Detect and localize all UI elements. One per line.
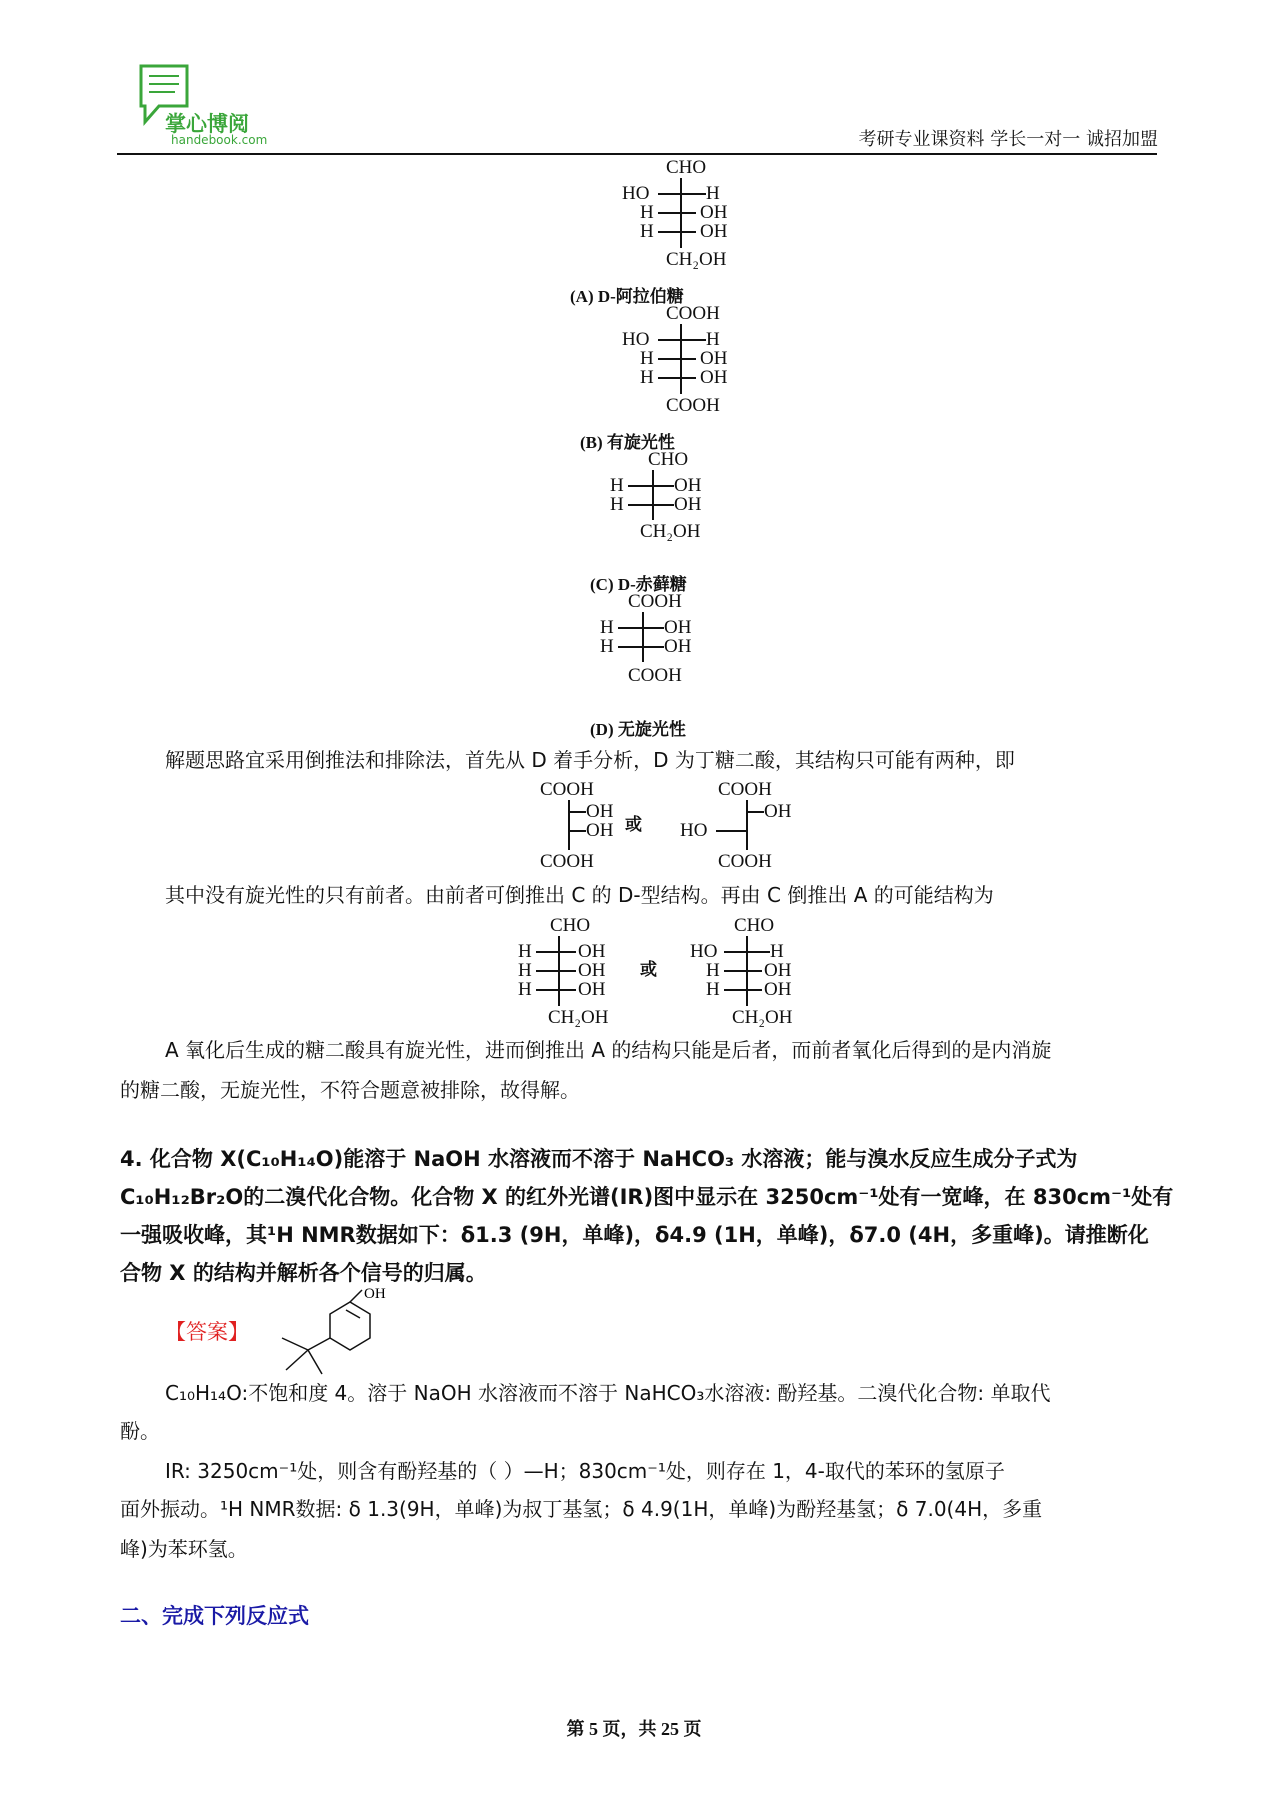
answer-label: 【答案】 — [165, 1320, 249, 1344]
structure-d-top: COOH — [628, 591, 682, 612]
paragraph-3b: 的糖二酸，无旋光性，不符合题意被排除，故得解。 — [120, 1078, 580, 1102]
structure-d-bottom: COOH — [628, 665, 682, 686]
structure-a-label: (A) D-阿拉伯糖 — [570, 287, 684, 306]
tert-butylphenol-structure — [262, 1288, 402, 1378]
header-tagline: 考研专业课资料 学长一对一 诚招加盟 — [858, 129, 1158, 150]
logo — [135, 60, 285, 145]
oh-label: OH — [364, 1288, 386, 1302]
answer-line4: 面外振动。¹H NMR数据: δ 1.3(9H，单峰)为叔丁基氢；δ 4.9(1H，单峰)为酚羟基氢；δ 7.0(4H，多重 — [120, 1497, 1043, 1521]
header-rule — [117, 153, 1157, 155]
structure-c-top: CHO — [648, 449, 689, 470]
answer-line2: 酚。 — [120, 1419, 160, 1443]
answer-line1: C₁₀H₁₄O:不饱和度 4。溶于 NaOH 水溶液而不溶于 NaHCO₃水溶液: 酚羟基。二溴代化合物: 单取代 — [165, 1381, 1051, 1405]
logo-text: 掌心博阅 — [165, 112, 249, 136]
structure-d-label: (D) 无旋光性 — [590, 720, 686, 739]
or-connector-2: 或 — [640, 960, 657, 980]
paragraph-2: 其中没有旋光性的只有前者。由前者可倒推出 C 的 D-型结构。再由 C 倒推出 A 的可能结构为 — [165, 883, 994, 907]
structure-a-row1: HO — [622, 183, 650, 204]
section-2-heading: 二、完成下列反应式 — [120, 1604, 309, 1628]
paragraph-1: 解题思路宜采用倒推法和排除法，首先从 D 着手分析，D 为丁糖二酸，其结构只可能有两种，即 — [165, 748, 1015, 772]
structure-c-bottom: CH₂OH — [640, 521, 701, 542]
paragraph-3a: A 氧化后生成的糖二酸具有旋光性，进而倒推出 A 的结构只能是后者，而前者氧化后得到的是内消旋 — [165, 1038, 1052, 1062]
structure-b-bottom: COOH — [666, 395, 720, 416]
structure-a-bottom: CH₂OH — [666, 249, 727, 270]
or-connector-1: 或 — [625, 815, 642, 835]
structure-a-top: CHO — [666, 157, 707, 178]
question-4-line3: 一强吸收峰，其¹H NMR数据如下：δ1.3 (9H，单峰)，δ4.9 (1H，单峰)，δ7.0 (4H，多重峰)。请推断化 — [120, 1223, 1149, 1247]
answer-line5: 峰)为苯环氢。 — [120, 1537, 248, 1561]
structure-c-label: (C) D-赤藓糖 — [590, 575, 687, 594]
structure-b-top: COOH — [666, 303, 720, 324]
logo-subtext: handebook.com — [171, 133, 268, 147]
answer-line3: IR: 3250cm⁻¹处，则含有酚羟基的（ ）—H；830cm⁻¹处，则存在 1，4-取代的苯环的氢原子 — [165, 1459, 1005, 1483]
question-4-line4: 合物 X 的结构并解析各个信号的归属。 — [120, 1261, 487, 1285]
question-4-line2: C₁₀H₁₂Br₂O的二溴代化合物。化合物 X 的红外光谱(IR)图中显示在 3250cm⁻¹处有一宽峰，在 830cm⁻¹处有 — [120, 1185, 1174, 1209]
question-4-line1: 4. 化合物 X(C₁₀H₁₄O)能溶于 NaOH 水溶液而不溶于 NaHCO₃ 水溶液；能与溴水反应生成分子式为 — [120, 1147, 1078, 1171]
page-number: 第 5 页，共 25 页 — [566, 1719, 702, 1739]
structure-b-label: (B) 有旋光性 — [580, 433, 675, 452]
